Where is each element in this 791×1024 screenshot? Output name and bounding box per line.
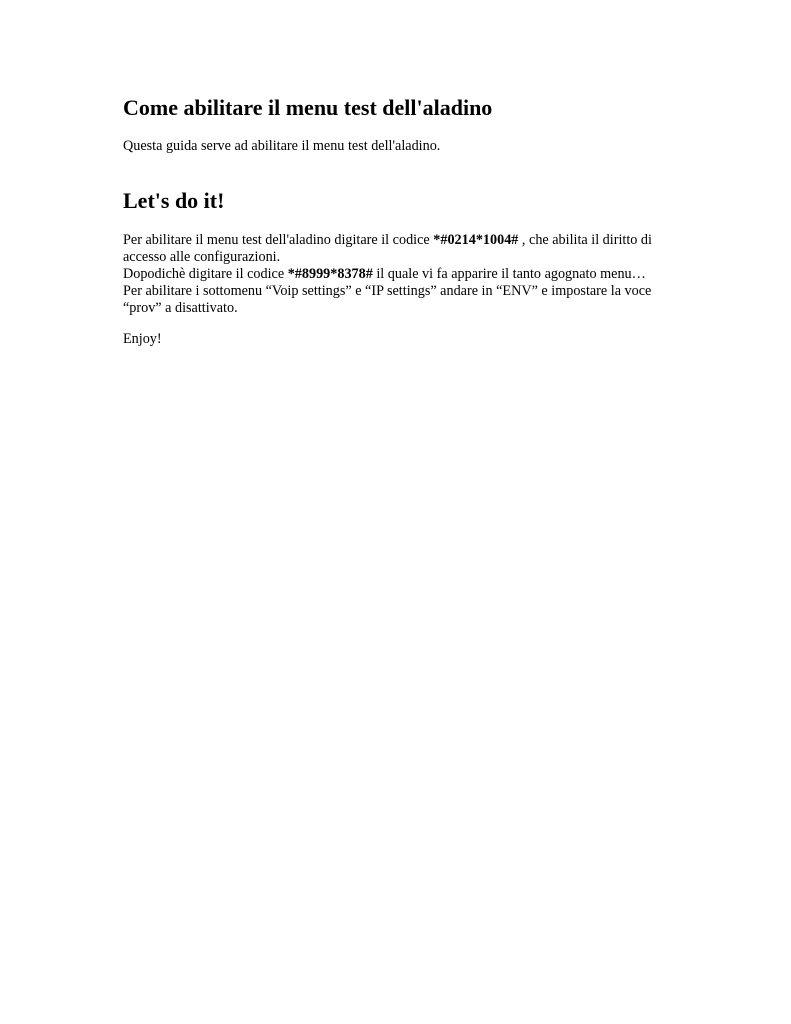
instructions-paragraph <box>123 232 668 317</box>
instruction-text-4: il quale vi fa apparire il tanto agognato menu… <box>372 266 646 282</box>
menu-code: *#8999*8378# <box>287 266 373 282</box>
instruction-text-3: Dopodichè digitare il codice <box>123 266 288 282</box>
intro-paragraph: Questa guida serve ad abilitare il menu test dell'aladino. <box>123 138 441 154</box>
page-title: Come abilitare il menu test dell'aladino <box>123 95 493 120</box>
section-title: Let's do it! <box>123 188 225 213</box>
instruction-text-1: Per abilitare il menu test dell'aladino digitare il codice <box>123 232 434 248</box>
instruction-text-2: , che abilita il diritto di accesso alle configurazioni. <box>123 232 652 265</box>
closing-text: Enjoy! <box>123 331 162 347</box>
access-code: *#0214*1004# <box>433 232 519 248</box>
instruction-text-5: Per abilitare i sottomenu “Voip settings” e “IP settings” andare in “ENV” e impostare la voce “prov” a disattivato. <box>123 283 652 316</box>
